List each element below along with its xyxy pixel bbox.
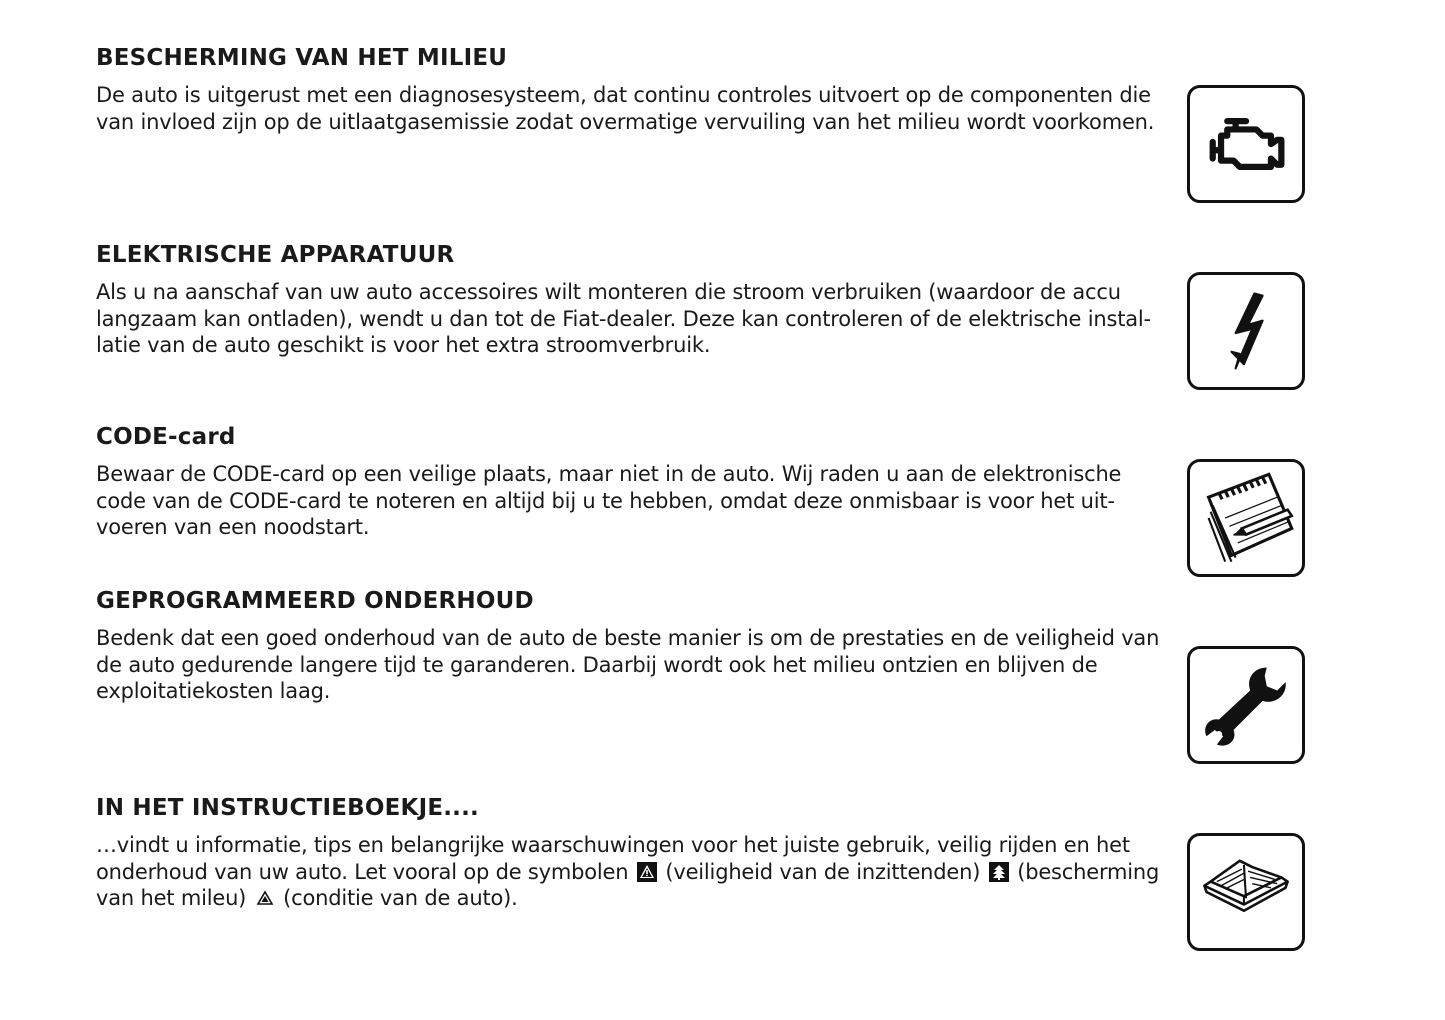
section-environment: [96, 44, 1161, 135]
section-title: IN HET INSTRUCTIEBOEKJE....: [96, 795, 479, 821]
section-title: ELEKTRISCHE APPARATUUR: [96, 242, 455, 268]
section-text: Bedenk dat een goed onderhoud van de auto de beste manier is om de prestaties en de veiligheid van de auto gedurende langere tijd te garanderen. Daarbij wordt ook het milieu ontzien en blijven de exploitatiekosten laag.: [96, 626, 1160, 703]
section-title: CODE-card: [96, 424, 236, 450]
section-text: Als u na aanschaf van uw auto accessoires wilt monteren die stroom verbruiken (waardoor de accu langzaam kan ontladen), wendt u dan tot de Fiat-dealer. Deze kan controleren of de elektrische instal-latie van de auto geschikt is voor het extra stroomverbruik.: [96, 280, 1151, 357]
section-instruction-book: [96, 794, 1161, 912]
warning-occupant-safety-icon: [637, 862, 657, 882]
lightning-icon: [1187, 272, 1305, 390]
section-code-card: [96, 423, 1161, 541]
section-maintenance: [96, 587, 1161, 705]
section-electrical: [96, 241, 1161, 359]
notepad-pencil-icon: [1187, 459, 1305, 577]
car-condition-icon: [255, 888, 275, 908]
environment-protection-icon: [989, 862, 1009, 882]
wrench-icon: [1187, 646, 1305, 764]
open-book-icon: [1187, 833, 1305, 951]
section-title: BESCHERMING VAN HET MILIEU: [96, 45, 508, 71]
section-text: Bewaar de CODE-card op een veilige plaats, maar niet in de auto. Wij raden u aan de elektronische code van de CODE-card te noteren en altijd bij u te hebben, omdat deze onmisbaar is voor het uit-voeren van een noodstart.: [96, 462, 1122, 539]
section-title: GEPROGRAMMEERD ONDERHOUD: [96, 588, 534, 614]
engine-check-icon: [1187, 85, 1305, 203]
section-text: De auto is uitgerust met een diagnosesysteem, dat continu controles uitvoert op de componenten die van invloed zijn op de uitlaatgasemissie zodat overmatige vervuiling van het milieu wordt voorkomen.: [96, 83, 1155, 134]
section-text: …vindt u informatie, tips en belangrijke waarschuwingen voor het juiste gebruik, veilig rijden en het onderhoud van uw auto. Let vooral op de symbolen (veiligheid van de inzittenden) (bescherming van het mileu) (conditie van de auto).: [96, 833, 1160, 910]
